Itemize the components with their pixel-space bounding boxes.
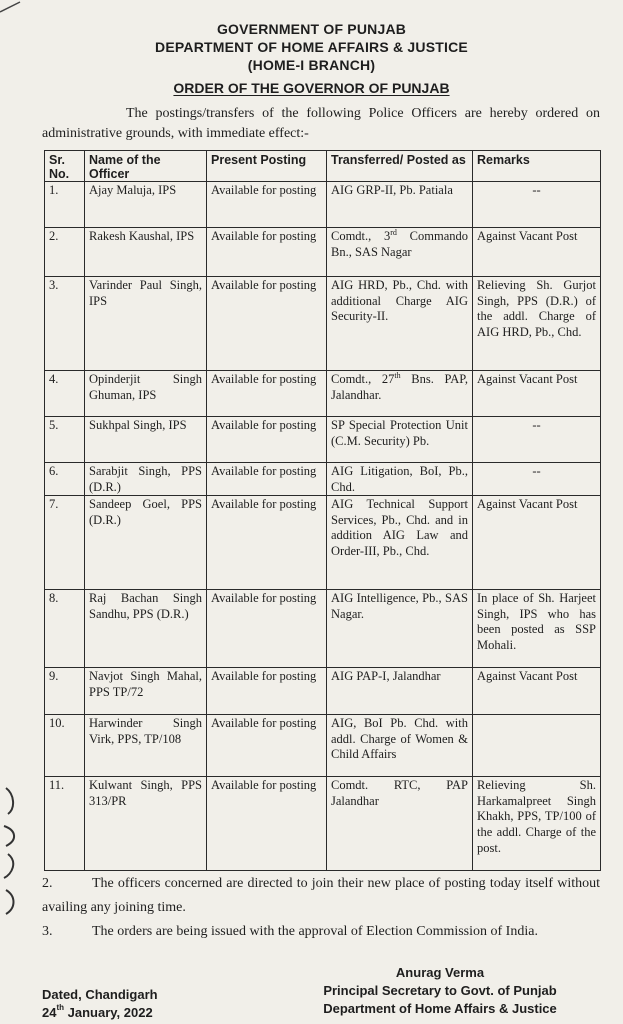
cell-officer: Raj Bachan Singh Sandhu, PPS (D.R.) [85,590,207,668]
cell-officer: Harwinder Singh Virk, PPS, TP/108 [85,715,207,777]
cell-remarks [473,715,601,777]
table-row [45,371,601,417]
cell-posted: AIG Technical Support Services, Pb., Chd. and in addition AIG Law and Order-III, Pb., Chd. [327,496,473,590]
cell-officer: Varinder Paul Singh, IPS [85,277,207,371]
cell-posted: Comdt. RTC, PAP Jalandhar [327,777,473,871]
cell-present: Available for posting [207,371,327,417]
header-present-posting: Present Posting [207,151,327,182]
cell-present: Available for posting [207,777,327,871]
cell-present: Available for posting [207,277,327,371]
cell-remarks: -- [473,463,601,496]
dated-place: Dated, Chandigarh [42,987,158,1002]
cell-officer: Sandeep Goel, PPS (D.R.) [85,496,207,590]
cell-remarks: In place of Sh. Harjeet Singh, IPS who has been posted as SSP Mohali. [473,590,601,668]
signature-block [280,964,600,1018]
paragraph-3: 3. The orders are being issued with the approval of Election Commission of India. [42,924,538,939]
cell-officer: Opinderjit Singh Ghuman, IPS [85,371,207,417]
cell-remarks: Against Vacant Post [473,668,601,715]
cell-present: Available for posting [207,496,327,590]
header-department: DEPARTMENT OF HOME AFFAIRS & JUSTICE [155,39,468,55]
cell-sr: 9. [45,668,85,715]
cell-posted: AIG Intelligence, Pb., SAS Nagar. [327,590,473,668]
cell-sr: 10. [45,715,85,777]
signatory-designation: Principal Secretary to Govt. of Punjab [323,983,557,998]
cell-sr: 11. [45,777,85,871]
paragraph-2: 2. The officers concerned are directed to join their new place of posting today itself without availing any joining time. [42,876,600,915]
signatory-name: Anurag Verma [395,965,485,980]
table-row [45,668,601,715]
table-row [45,496,601,590]
cell-sr: 5. [45,417,85,463]
cell-posted: AIG HRD, Pb., Chd. with additional Charge AIG Security-II. [327,277,473,371]
dated-block [42,986,158,1022]
cell-sr: 1. [45,182,85,228]
table-row [45,182,601,228]
cell-remarks: Relieving Sh. Harkamalpreet Singh Khakh, PPS, TP/100 of the addl. Charge of the post. [473,777,601,871]
table-row [45,417,601,463]
cell-remarks: Against Vacant Post [473,228,601,277]
cell-posted: AIG GRP-II, Pb. Patiala [327,182,473,228]
header-transferred: Transferred/ Posted as [327,151,473,182]
cell-sr: 8. [45,590,85,668]
cell-present: Available for posting [207,715,327,777]
cell-sr: 6. [45,463,85,496]
cell-posted: Comdt., 27th Bns. PAP, Jalandhar. [327,371,473,417]
cell-remarks: Against Vacant Post [473,371,601,417]
cell-officer: Navjot Singh Mahal, PPS TP/72 [85,668,207,715]
cell-remarks: Relieving Sh. Gurjot Singh, PPS (D.R.) of the addl. Charge of AIG HRD, Pb., Chd. [473,277,601,371]
postings-table [44,150,601,871]
cell-officer: Sarabjit Singh, PPS (D.R.) [85,463,207,496]
table-row [45,228,601,277]
cell-sr: 2. [45,228,85,277]
corner-mark [0,0,24,14]
cell-posted: SP Special Protection Unit (C.M. Security) Pb. [327,417,473,463]
cell-officer: Rakesh Kaushal, IPS [85,228,207,277]
cell-remarks: -- [473,182,601,228]
cell-remarks: Against Vacant Post [473,496,601,590]
cell-posted: AIG Litigation, BoI, Pb., Chd. [327,463,473,496]
dated-date: 24th January, 2022 [42,1003,153,1020]
cell-present: Available for posting [207,417,327,463]
cell-sr: 3. [45,277,85,371]
intro-paragraph: The postings/transfers of the following Police Officers are hereby ordered on administrative grounds, with immediate effect:- [42,106,600,141]
cell-officer: Sukhpal Singh, IPS [85,417,207,463]
header-sr-no: Sr. No. [45,151,85,182]
cell-present: Available for posting [207,463,327,496]
signatory-department: Department of Home Affairs & Justice [323,1001,557,1016]
table-row [45,463,601,496]
table-row [45,590,601,668]
cell-posted: AIG, BoI Pb. Chd. with addl. Charge of Women & Child Affairs [327,715,473,777]
cell-sr: 4. [45,371,85,417]
cell-present: Available for posting [207,668,327,715]
cell-officer: Kulwant Singh, PPS 313/PR [85,777,207,871]
cell-present: Available for posting [207,182,327,228]
cell-present: Available for posting [207,590,327,668]
cell-posted: AIG PAP-I, Jalandhar [327,668,473,715]
header-officer-name: Name of the Officer [85,151,207,182]
header-branch: (HOME-I BRANCH) [247,57,376,73]
table-row [45,277,601,371]
header-remarks: Remarks [473,151,601,182]
margin-handwriting-scribble [0,780,30,940]
cell-posted: Comdt., 3rd Commando Bn., SAS Nagar [327,228,473,277]
cell-present: Available for posting [207,228,327,277]
cell-officer: Ajay Maluja, IPS [85,182,207,228]
cell-sr: 7. [45,496,85,590]
table-row [45,715,601,777]
order-title: ORDER OF THE GOVERNOR OF PUNJAB [173,80,450,96]
header-government: GOVERNMENT OF PUNJAB [216,21,407,37]
table-row [45,777,601,871]
table-header-row [45,151,601,182]
cell-remarks: -- [473,417,601,463]
